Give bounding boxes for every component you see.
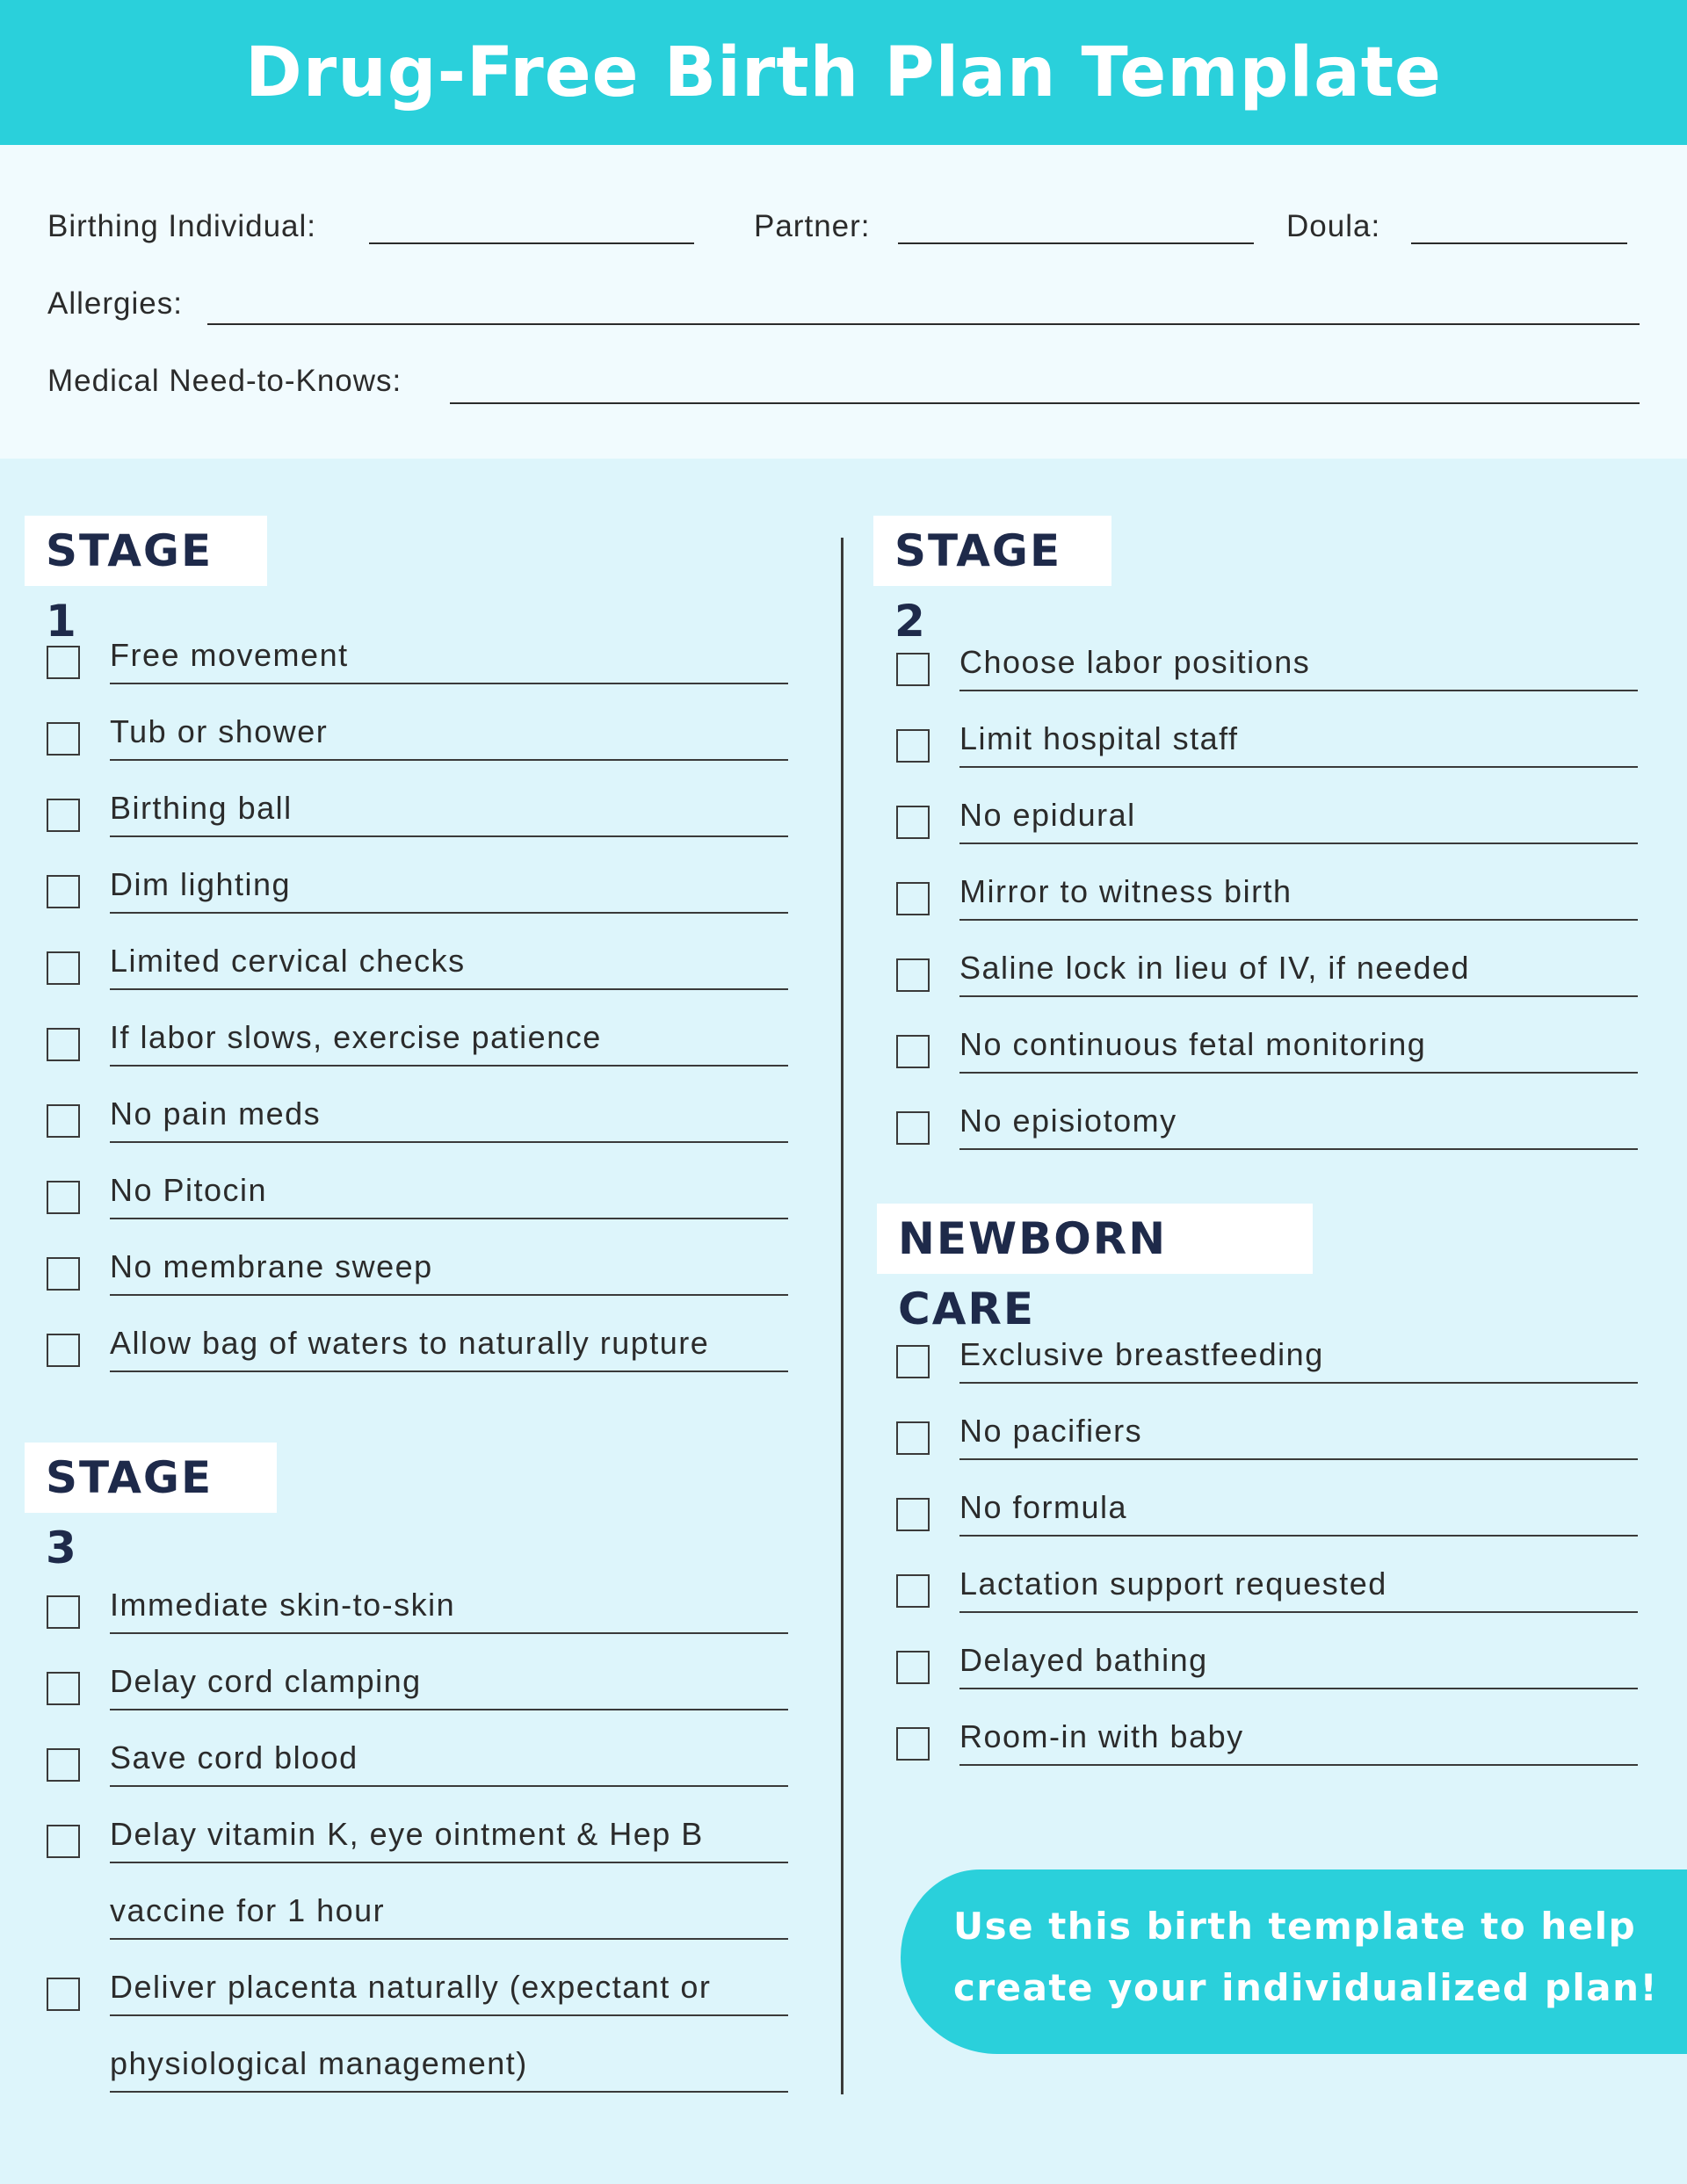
- stage1-item-underline: [110, 1294, 788, 1296]
- stage1-item: [47, 637, 795, 713]
- callout-line-2: create your individualized plan!: [953, 1966, 1659, 2009]
- stage3-item: [47, 1969, 795, 2045]
- stage3-item-label: Save cord blood: [110, 1739, 358, 1775]
- stage2-item-underline: [959, 690, 1638, 691]
- stage3-item: [47, 2045, 795, 2122]
- stage3-item-underline: [110, 1938, 788, 1940]
- newborn-item-label: Delayed bathing: [959, 1642, 1208, 1678]
- birthing-individual-label: Birthing Individual:: [47, 209, 316, 243]
- newborn-item: [896, 1489, 1645, 1566]
- stage1-checkbox[interactable]: [47, 875, 80, 908]
- newborn-item: [896, 1566, 1645, 1642]
- stage2-checkbox[interactable]: [896, 882, 930, 915]
- stage1-item: [47, 1172, 795, 1248]
- stage2-item-label: Limit hospital staff: [959, 720, 1239, 756]
- stage1-item-underline: [110, 759, 788, 761]
- stage1-item-underline: [110, 988, 788, 990]
- stage1-item: [47, 713, 795, 790]
- stage1-item: [47, 866, 795, 943]
- stage2-title: STAGE 2: [873, 516, 1111, 586]
- stage1-item-label: Tub or shower: [110, 713, 329, 749]
- column-divider: [841, 538, 844, 2094]
- stage2-item: [896, 950, 1645, 1026]
- stage1-item-label: No pain meds: [110, 1096, 322, 1132]
- callout-text: [953, 1896, 1658, 2019]
- stage1-checkbox[interactable]: [47, 1181, 80, 1214]
- stage3-item-underline: [110, 1709, 788, 1710]
- stage2-item-underline: [959, 995, 1638, 997]
- newborn-checkbox[interactable]: [896, 1498, 930, 1531]
- stage3-item: [47, 1816, 795, 1892]
- stage3-checkbox[interactable]: [47, 1825, 80, 1858]
- birthing-individual-input-line[interactable]: [369, 242, 694, 244]
- birthing-individual-field: [47, 209, 316, 244]
- stage3-item-label: Immediate skin-to-skin: [110, 1587, 456, 1623]
- stage1-item-underline: [110, 683, 788, 684]
- partner-input-line[interactable]: [898, 242, 1254, 244]
- stage3-item-underline: [110, 2091, 788, 2093]
- stage2-item: [896, 797, 1645, 873]
- stage1-checkbox[interactable]: [47, 1334, 80, 1367]
- newborn-item-label: Room-in with baby: [959, 1718, 1244, 1754]
- newborn-item-underline: [959, 1611, 1638, 1613]
- newborn-item-underline: [959, 1535, 1638, 1537]
- stage3-item-label: Delay cord clamping: [110, 1663, 422, 1699]
- newborn-item: [896, 1718, 1645, 1795]
- stage3-checkbox[interactable]: [47, 1672, 80, 1705]
- stage2-checkbox[interactable]: [896, 958, 930, 992]
- partner-field: [754, 209, 871, 244]
- newborn-checkbox[interactable]: [896, 1727, 930, 1761]
- newborn-checkbox[interactable]: [896, 1574, 930, 1608]
- stage1-checkbox[interactable]: [47, 951, 80, 985]
- stage3-item-label: Delay vitamin K, eye ointment & Hep B: [110, 1816, 704, 1852]
- stage2-item-underline: [959, 919, 1638, 921]
- doula-input-line[interactable]: [1411, 242, 1627, 244]
- medical-label: Medical Need-to-Knows:: [47, 364, 402, 398]
- stage2-item-label: Saline lock in lieu of IV, if needed: [959, 950, 1471, 986]
- stage1-item-label: Allow bag of waters to naturally rupture: [110, 1325, 710, 1361]
- partner-label: Partner:: [754, 209, 871, 243]
- page-title: Drug-Free Birth Plan Template: [245, 33, 1442, 112]
- stage1-item-underline: [110, 1218, 788, 1219]
- stage2-checkbox[interactable]: [896, 653, 930, 686]
- stage1-title: STAGE 1: [25, 516, 267, 586]
- stage1-item-underline: [110, 912, 788, 914]
- info-section: [0, 145, 1687, 459]
- header-banner: [0, 0, 1687, 145]
- stage2-item: [896, 1103, 1645, 1179]
- stage3-item-label: Deliver placenta naturally (expectant or: [110, 1969, 712, 2005]
- stage2-item-label: No epidural: [959, 797, 1136, 833]
- stage1-checkbox[interactable]: [47, 722, 80, 756]
- stage1-item-label: Free movement: [110, 637, 349, 673]
- newborn-item: [896, 1413, 1645, 1489]
- stage1-checkbox[interactable]: [47, 1104, 80, 1138]
- stage1-item: [47, 1019, 795, 1096]
- stage2-item-label: Mirror to witness birth: [959, 873, 1292, 909]
- stage1-item-underline: [110, 1065, 788, 1067]
- newborn-item-underline: [959, 1382, 1638, 1384]
- stage3-checkbox[interactable]: [47, 1978, 80, 2011]
- stage2-item: [896, 873, 1645, 950]
- stage3-checkbox[interactable]: [47, 1748, 80, 1782]
- doula-label: Doula:: [1286, 209, 1381, 243]
- stage1-item: [47, 1248, 795, 1325]
- stage3-item-label: physiological management): [110, 2045, 528, 2081]
- allergies-label: Allergies:: [47, 286, 183, 321]
- newborn-item-underline: [959, 1458, 1638, 1460]
- stage2-item: [896, 1026, 1645, 1103]
- stage1-item-underline: [110, 1370, 788, 1372]
- stage2-checkbox[interactable]: [896, 1111, 930, 1145]
- stage2-item-underline: [959, 1072, 1638, 1074]
- stage1-item-label: Birthing ball: [110, 790, 293, 826]
- stage2-checkbox[interactable]: [896, 729, 930, 763]
- stage2-item-label: No episiotomy: [959, 1103, 1177, 1139]
- stage1-item-underline: [110, 835, 788, 837]
- stage1-checkbox[interactable]: [47, 799, 80, 832]
- stage3-item-underline: [110, 1862, 788, 1863]
- stage1-item: [47, 1096, 795, 1172]
- stage1-item-label: No membrane sweep: [110, 1248, 433, 1284]
- newborn-checkbox[interactable]: [896, 1345, 930, 1378]
- stage3-item: [47, 1587, 795, 1663]
- stage3-title: STAGE 3: [25, 1443, 277, 1513]
- newborn-item: [896, 1336, 1645, 1413]
- stage1-checkbox[interactable]: [47, 1028, 80, 1061]
- stage1-item-underline: [110, 1141, 788, 1143]
- stage1-item-label: Dim lighting: [110, 866, 292, 902]
- stage3-item: [47, 1892, 795, 1969]
- stage2-item: [896, 644, 1645, 720]
- stage1-item: [47, 1325, 795, 1401]
- stage1-item-label: If labor slows, exercise patience: [110, 1019, 602, 1055]
- callout-line-1: Use this birth template to help: [953, 1905, 1637, 1948]
- stage1-item: [47, 790, 795, 866]
- doula-field: [1286, 209, 1380, 244]
- stage3-item-underline: [110, 2014, 788, 2016]
- stage3-item: [47, 1739, 795, 1816]
- newborn-item-underline: [959, 1688, 1638, 1689]
- newborn-item-underline: [959, 1764, 1638, 1766]
- stage3-item-underline: [110, 1632, 788, 1634]
- stage1-item-label: Limited cervical checks: [110, 943, 466, 979]
- stage1-checkbox[interactable]: [47, 1257, 80, 1291]
- allergies-input-line[interactable]: [207, 323, 1640, 325]
- stage2-checkbox[interactable]: [896, 806, 930, 839]
- newborn-checkbox[interactable]: [896, 1651, 930, 1684]
- stage1-item-label: No Pitocin: [110, 1172, 268, 1208]
- newborn-checkbox[interactable]: [896, 1421, 930, 1455]
- stage1-checkbox[interactable]: [47, 646, 80, 679]
- stage2-item-label: Choose labor positions: [959, 644, 1311, 680]
- newborn-item-label: No formula: [959, 1489, 1128, 1525]
- stage2-checkbox[interactable]: [896, 1035, 930, 1068]
- newborn-title: NEWBORN CARE: [877, 1204, 1313, 1274]
- stage2-item-underline: [959, 766, 1638, 768]
- stage1-item: [47, 943, 795, 1019]
- newborn-item-label: Exclusive breastfeeding: [959, 1336, 1324, 1372]
- medical-input-line[interactable]: [450, 402, 1640, 404]
- newborn-item-label: Lactation support requested: [959, 1566, 1387, 1602]
- stage2-item-label: No continuous fetal monitoring: [959, 1026, 1427, 1062]
- stage2-item: [896, 720, 1645, 797]
- allergies-field: [47, 286, 183, 322]
- stage3-item-underline: [110, 1785, 788, 1787]
- stage2-item-underline: [959, 1148, 1638, 1150]
- stage2-item-underline: [959, 843, 1638, 844]
- stage3-checkbox[interactable]: [47, 1595, 80, 1629]
- newborn-item-label: No pacifiers: [959, 1413, 1143, 1449]
- callout-banner: [901, 1869, 1687, 2054]
- stage3-item-label: vaccine for 1 hour: [110, 1892, 386, 1928]
- medical-field: [47, 364, 402, 399]
- newborn-item: [896, 1642, 1645, 1718]
- stage3-item: [47, 1663, 795, 1739]
